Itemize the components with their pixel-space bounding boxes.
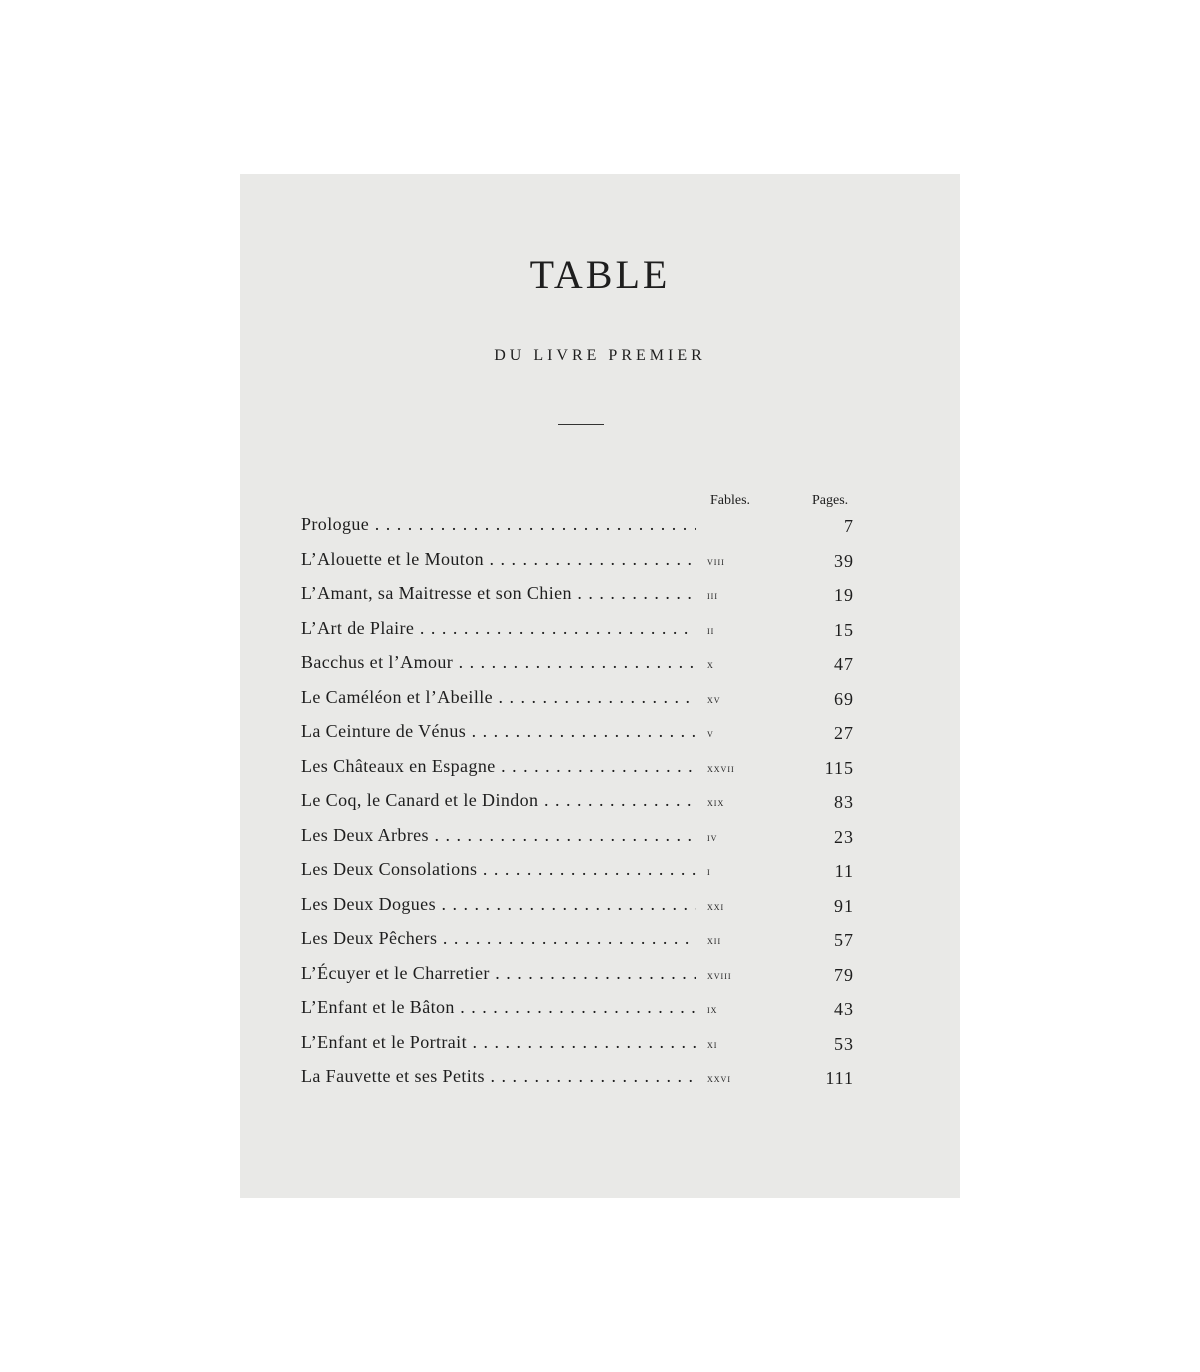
toc-entry-fable-number: iii	[707, 588, 718, 602]
toc-entry-fable-number: x	[707, 657, 714, 671]
column-header-pages: Pages.	[812, 493, 849, 508]
toc-entry	[301, 646, 861, 681]
toc-entry	[301, 612, 861, 647]
toc-entry	[301, 819, 861, 854]
toc-entry-fable-number: xxi	[707, 898, 725, 913]
toc-entry-fable-number: xxvi	[707, 1071, 731, 1085]
toc-entry-title: Les Deux Pêchers . .	[301, 926, 696, 950]
toc-entry-fable-number: xii	[707, 933, 722, 947]
toc-entry-page-number: 47	[834, 654, 854, 674]
column-header-fables: Fables.	[710, 493, 751, 508]
toc-entry-page-number: 69	[834, 688, 854, 709]
toc-entry-fable-number: xv	[707, 691, 721, 706]
toc-entry-page-number: 19	[834, 585, 854, 605]
toc-entry-page-number: 91	[834, 895, 854, 916]
toc-entry	[301, 1026, 861, 1061]
toc-entry-fable-number: ix	[707, 1002, 718, 1016]
toc-entry-fable-number: i	[707, 864, 711, 878]
toc-entry-title: Le Caméléon et l’Abeille . .	[301, 685, 696, 709]
toc-entry-fable-number: viii	[707, 553, 725, 568]
toc-entry-fable-number: xi	[707, 1036, 718, 1051]
toc-entry-fable-number: xviii	[707, 967, 732, 982]
toc-entry	[301, 715, 861, 750]
toc-entry-title: L’Alouette et le Mouton . .	[301, 547, 696, 571]
toc-entry-page-number: 57	[834, 930, 854, 950]
toc-entry-page-number: 79	[834, 964, 854, 985]
toc-entry-title: L’Amant, sa Maitresse et son Chien . .	[301, 581, 696, 605]
toc-entry	[301, 888, 861, 923]
toc-entry	[301, 508, 861, 543]
toc-entry-title: L’Art de Plaire . .	[301, 616, 696, 640]
toc-entry-page-number: 111	[825, 1068, 854, 1088]
toc-entry-title: La Fauvette et ses Petits . .	[301, 1064, 696, 1088]
toc-entry-title: Les Deux Dogues . .	[301, 892, 696, 916]
toc-entry	[301, 784, 861, 819]
toc-entry-page-number: 27	[834, 723, 854, 743]
toc-entry-title: La Ceinture de Vénus . .	[301, 719, 696, 743]
toc-entry	[301, 853, 861, 888]
toc-entry-page-number: 39	[834, 550, 854, 571]
book-page	[240, 174, 960, 1198]
toc-entry-page-number: 11	[834, 861, 854, 881]
toc-entry-page-number: 83	[834, 792, 854, 812]
table-of-contents	[301, 508, 861, 1095]
page-title: TABLE	[529, 252, 671, 297]
toc-entry-title: L’Enfant et le Portrait . .	[301, 1030, 696, 1054]
toc-entry-fable-number: iv	[707, 829, 718, 844]
toc-entry-page-number: 15	[834, 619, 854, 640]
toc-entry-page-number: 43	[834, 999, 854, 1019]
toc-entry-fable-number: ii	[707, 622, 715, 637]
toc-entry-title: Les Deux Consolations . .	[301, 857, 696, 881]
toc-entry-title: Les Châteaux en Espagne . .	[301, 754, 696, 778]
toc-entry-fable-number: xix	[707, 795, 725, 809]
toc-entry	[301, 577, 861, 612]
toc-entry-page-number: 7	[844, 516, 854, 536]
toc-entry-title: Prologue . .	[301, 512, 696, 536]
toc-entry	[301, 681, 861, 716]
toc-entry-fable-number: v	[707, 726, 714, 740]
toc-entry-page-number: 115	[824, 757, 854, 778]
toc-entry-title: L’Écuyer et le Charretier . .	[301, 961, 696, 985]
toc-entry-title: Bacchus et l’Amour . .	[301, 650, 696, 674]
toc-entry	[301, 750, 861, 785]
toc-entry	[301, 543, 861, 578]
toc-entry	[301, 991, 861, 1026]
toc-entry-page-number: 23	[834, 826, 854, 847]
toc-entry	[301, 1060, 861, 1095]
toc-entry-fable-number: xxvii	[707, 760, 735, 775]
page-subtitle: DU LIVRE PREMIER	[494, 347, 706, 364]
toc-entry-title: Les Deux Arbres . .	[301, 823, 696, 847]
toc-entry-page-number: 53	[834, 1033, 854, 1054]
toc-entry	[301, 957, 861, 992]
title-divider	[558, 424, 604, 425]
toc-entry	[301, 922, 861, 957]
toc-entry-title: Le Coq, le Canard et le Dindon . .	[301, 788, 696, 812]
toc-entry-title: L’Enfant et le Bâton . .	[301, 995, 696, 1019]
